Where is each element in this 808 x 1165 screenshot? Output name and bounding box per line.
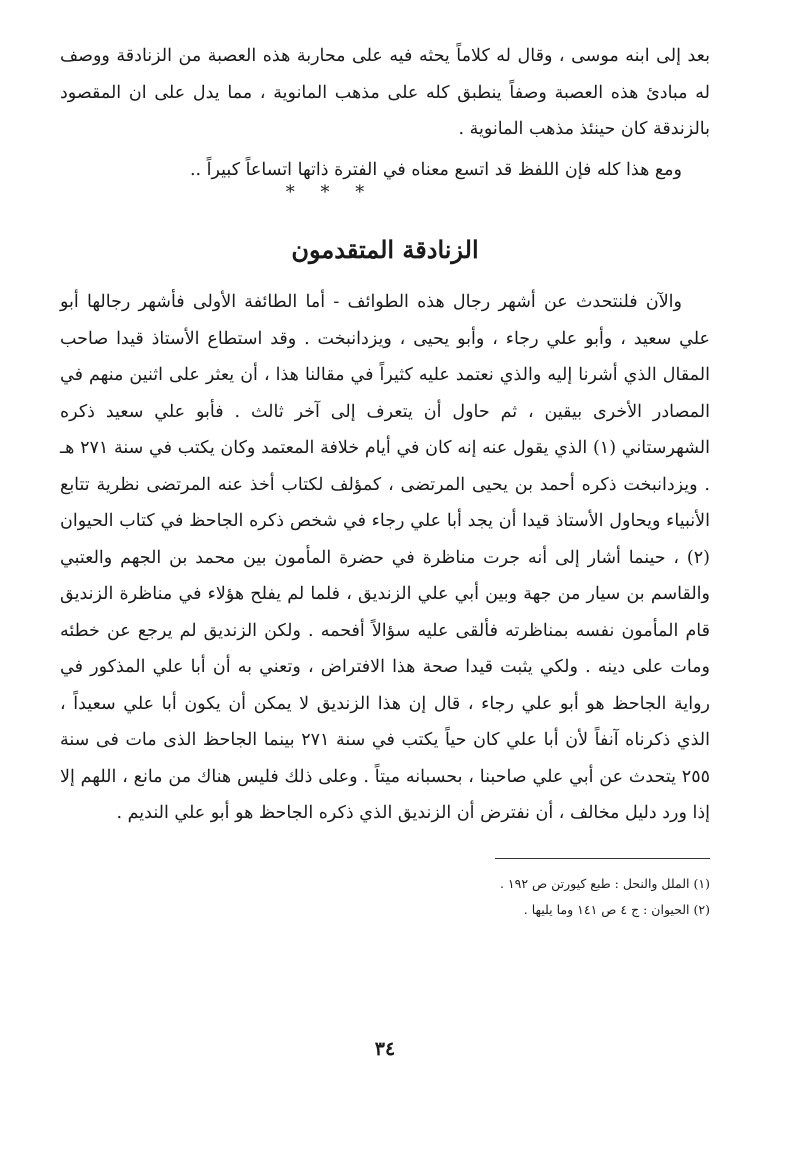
section-separator: * * * — [285, 182, 375, 203]
book-page — [60, 30, 710, 1150]
closing-paragraph: ومع هذا كله فإن اللفظ قد اتسع معناه في الفترة ذاتها اتساعاً كبيراً .. — [189, 159, 682, 180]
page-number: ٣٤ — [374, 1038, 396, 1060]
footnote-divider — [495, 858, 710, 859]
intro-paragraph: بعد إلى ابنه موسى ، وقال له كلاماً يحثه فيه على محاربة هذه العصبة من الزنادقة ووصف له مبادئ هذه العصبة وصفاً ينطبق كله على مذهب المانوية ، مما يدل على ان المقصود بالزندقة كان حينئذ مذهب المانوية . — [60, 46, 710, 139]
section-heading: الزنادقة المتقدمون — [291, 235, 479, 264]
footnote-2: (٢) الحيوان : ج ٤ ص ١٤١ وما يليها . — [523, 901, 710, 917]
footnotes-list — [60, 871, 710, 923]
body-paragraph: والآن فلنتحدث عن أشهر رجال هذه الطوائف - أما الطائفة الأولى فأشهر رجالها أبو علي سعيد ، وأبو علي رجاء ، وأبو يحيى ، ويزدانبخت . وقد استطاع الأستاذ قيدا صاحب المقال الذي أشرنا إليه والذي نعتمد عليه كثيراً في مقالنا هذا ، أن يعثر على اثنين منهم في المصادر الأخرى بيقين ، ثم حاول أن يتعرف إلى آخر ثالث . فأبو علي سعيد ذكره الشهرستاني (١) الذي يقول عنه إنه كان في أيام خلافة المعتمد وكان يكتب في سنة ٢٧١ هـ . ويزدانبخت ذكره أحمد بن يحيى المرتضى ، كمؤلف لكتاب أخذ عنه المرتضى نظرية تتابع الأنبياء ويحاول الأستاذ قيدا أن يجد أبا علي رجاء في شخص ذكره الجاحظ في كتاب الحيوان (٢) ، حينما أشار إلى أنه جرت مناظرة في حضرة المأمون بين محمد بن الجهم والعتبي والقاسم بن سيار من جهة وبين أبي علي الزنديق ، فلما لم يفلح هؤلاء في مناظرة الزنديق قام المأمون نفسه بمناظرته فألقى عليه سؤالاً أفحمه . ولكن الزنديق لم يرجع عن خطئه ومات على دينه . ولكي يثبت قيدا صحة هذا الافتراض ، وتعني به أن أبا علي المذكور في رواية الجاحظ هو أبو علي رجاء ، قال إن هذا الزنديق لا يمكن أن يكون أبا علي سعيداً ، الذي ذكرناه آنفاً لأن أبا علي كان حياً يكتب في سنة ٢٧١ بينما الجاحظ الذى مات فى سنة ٢٥٥ يتحدث عن أبي علي صاحبنا ، بحسبانه ميتاً . وعلى ذلك فليس هناك من مانع ، اللهم إلا إذا ورد دليل مخالف ، أن نفترض أن الزنديق الذي ذكره الجاحظ هو أبو علي النديم . — [60, 292, 711, 823]
footnote-1: (١) الملل والنحل : طبع كيورتن ص ١٩٢ . — [499, 875, 710, 891]
